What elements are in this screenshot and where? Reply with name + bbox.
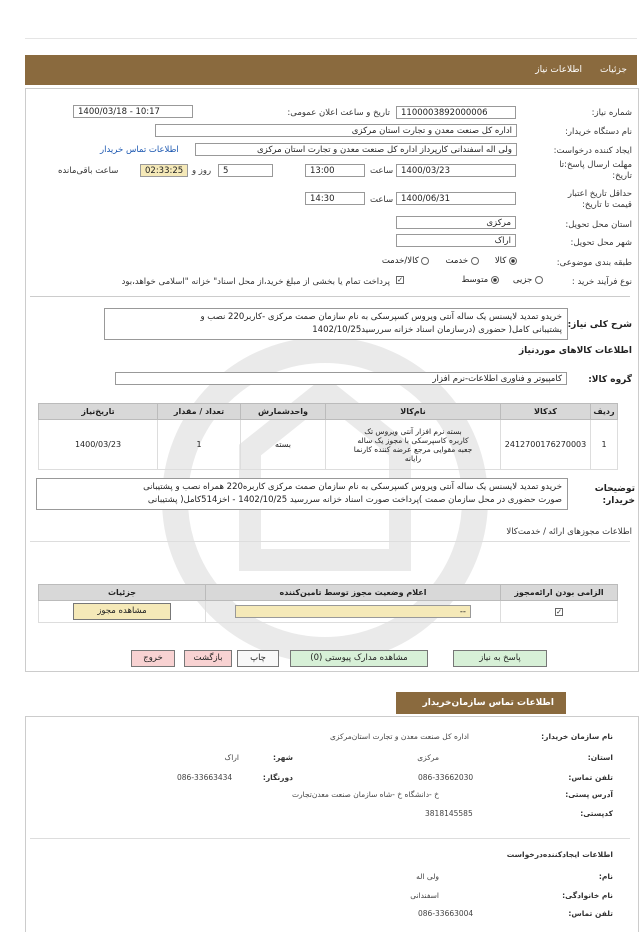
col-permit-details: جزئیات	[39, 585, 206, 601]
days-field: 5	[218, 164, 273, 177]
validity-label-line2: قیمت تا تاریخ:	[581, 200, 632, 210]
permit-required-checkbox[interactable]: ✓	[556, 607, 562, 616]
category-service-option[interactable]: خدمت	[445, 256, 478, 266]
contact-fax-value: 086-33663434	[177, 773, 233, 782]
reply-button[interactable]: پاسخ به نیاز	[453, 650, 547, 667]
contact-header: اطلاعات تماس سازمان‌خریدار	[396, 692, 566, 714]
col-index: ردیف	[591, 404, 618, 420]
permit-details-cell	[39, 601, 206, 623]
section-divider	[30, 296, 630, 297]
city-field: اراک	[396, 234, 516, 247]
buyer-notes-label-line1: توضیحات	[594, 484, 635, 494]
requester-phone-label: تلفن تماس:	[568, 909, 613, 918]
top-divider	[25, 38, 637, 39]
province-label: استان محل تحویل:	[565, 220, 632, 230]
buyer-notes-line-1: خریدو تمدید لایسنس یک ساله آنتی ویروس کسپرسکی به نام سازمان صمت مرکزی کاربره220 همراه نصب و پشتیبانی	[143, 482, 562, 492]
table-row[interactable]	[39, 420, 618, 470]
radio-icon[interactable]	[471, 257, 479, 265]
category-goods-option[interactable]: کالا	[495, 256, 517, 266]
view-permit-button[interactable]: مشاهده مجوز	[73, 603, 171, 620]
contact-postal-value: 3818145585	[425, 809, 473, 818]
radio-icon[interactable]	[535, 276, 543, 284]
summary-line-2: پشتیبانی کامل( حضوری (درسازمان اسناد خزانه سررسید1402/10/25	[312, 325, 562, 335]
row-name-line: کاربره کاسپرسکی با مجوز یک ساله	[357, 435, 469, 445]
contact-org-label: نام سازمان خریدار:	[541, 732, 613, 741]
col-permit-required: الزامی بودن ارائه‌مجوز	[501, 585, 618, 601]
contact-panel	[25, 716, 639, 932]
header-bar	[25, 55, 637, 85]
permits-title: اطلاعات مجوزهای ارائه / خدمت‌کالا	[506, 527, 632, 537]
category-radio-group	[382, 256, 517, 266]
goods-table-header	[39, 404, 618, 420]
row-date: 1400/03/23	[39, 420, 158, 470]
permits-table	[38, 584, 618, 623]
process-label: نوع فرآیند خرید :	[571, 277, 632, 287]
radio-icon[interactable]	[421, 257, 429, 265]
announce-field: 1400/03/18 - 10:17	[73, 105, 193, 118]
tab-details[interactable]: جزئیات	[600, 65, 627, 75]
requester-name-value: ولی اله	[416, 872, 439, 881]
validity-time-label: ساعت	[370, 195, 394, 205]
goods-section-title: اطلاعات کالاهای موردنیاز	[518, 346, 632, 356]
deadline-time-field: 13:00	[305, 164, 365, 177]
row-qty: 1	[158, 420, 241, 470]
category-both-option[interactable]: کالا/خدمت	[382, 256, 430, 266]
validity-date-field: 1400/06/31	[396, 192, 516, 205]
permits-divider	[30, 541, 630, 542]
permits-table-header	[39, 585, 618, 601]
summary-label: شرح کلی نیاز:	[567, 320, 632, 330]
row-name-line: جعبه مقوایی مرجع عرضه کننده کارنما	[353, 444, 473, 454]
need-number-label: شماره نیاز:	[591, 108, 632, 118]
col-qty: تعداد / مقدار	[158, 404, 241, 420]
row-index: 1	[591, 420, 618, 470]
city-label: شهر محل تحویل:	[570, 238, 632, 248]
contact-address-value: خ -دانشگاه خ -شاه سازمان صنعت معدن‌تجارت	[291, 790, 439, 799]
category-label: طبقه بندی موضوعی:	[556, 258, 632, 268]
validity-time-field: 14:30	[305, 192, 365, 205]
validity-label-line1: حداقل تاریخ اعتبار	[567, 189, 632, 199]
deadline-label-line1: مهلت ارسال پاسخ:تا	[559, 160, 632, 170]
remaining-time-field: 02:33:25	[140, 164, 188, 177]
radio-selected-icon[interactable]	[509, 257, 517, 265]
buyer-contact-link[interactable]: اطلاعات تماس خریدار	[100, 145, 179, 155]
requester-name-label: نام:	[598, 872, 613, 881]
province-field: مرکزی	[396, 216, 516, 229]
requester-title: اطلاعات ایجادکننده‌درخواست	[506, 850, 613, 859]
row-name-line: بسته نرم افزار آنتی ویروس تک	[364, 426, 462, 436]
contact-address-label: آدرس پستی:	[565, 790, 613, 799]
row-name-line: رایانه	[404, 453, 422, 463]
tab-need-info[interactable]: اطلاعات نیاز	[535, 65, 583, 75]
requester-divider	[30, 838, 630, 839]
exit-button[interactable]: خروج	[131, 650, 175, 667]
permit-status-field[interactable]: --	[235, 605, 471, 618]
row-code: 2412700176270003	[501, 420, 591, 470]
contact-fax-label: دورنگار:	[262, 773, 293, 782]
permit-status-cell	[206, 601, 501, 623]
buyer-notes-box	[36, 478, 568, 510]
col-code: کدکالا	[501, 404, 591, 420]
contact-phone-label: تلفن تماس:	[568, 773, 613, 782]
goods-group-label: گروه کالا:	[588, 375, 632, 385]
contact-city-value: اراک	[224, 753, 239, 762]
treasury-checkbox[interactable]: ✓	[397, 276, 403, 284]
col-name: نام‌کالا	[326, 404, 501, 420]
back-button[interactable]: بازگشت	[184, 650, 232, 667]
requester-phone-value: 086-33663004	[418, 909, 474, 918]
contact-phone-value: 086-33662030	[418, 773, 474, 782]
process-minor-option[interactable]: جزیی	[513, 275, 543, 285]
summary-line-1: خریدو تمدید لایسنس یک ساله آنتی ویروس کسپرسکی به نام سازمان صمت مرکزی -کاربر220 نصب و	[200, 312, 562, 322]
contact-city-label: شهر:	[273, 753, 293, 762]
deadline-time-label: ساعت	[370, 166, 394, 176]
attachments-button[interactable]: مشاهده مدارک پیوستی (0)	[290, 650, 428, 667]
creator-label: ایجاد کننده درخواست:	[553, 146, 632, 156]
requester-family-value: اسفندانی	[410, 891, 439, 900]
col-unit: واحدشمارش	[241, 404, 326, 420]
days-label: روز و	[192, 166, 212, 176]
goods-table	[38, 403, 618, 470]
buyer-label: نام دستگاه خریدار:	[565, 127, 632, 137]
buyer-notes-label-line2: خریدار:	[602, 496, 635, 506]
requester-family-label: نام خانوادگی:	[562, 891, 613, 900]
deadline-date-field: 1400/03/23	[396, 164, 516, 177]
radio-selected-icon[interactable]	[491, 276, 499, 284]
process-radio-group	[461, 275, 543, 285]
announce-label: تاریخ و ساعت اعلان عمومی:	[287, 108, 390, 118]
permit-required-cell	[501, 601, 618, 623]
contact-province-value: مرکزی	[417, 753, 439, 762]
contact-org-value: اداره کل صنعت معدن و تجارت استان‌مرکزی	[330, 732, 469, 741]
table-row	[39, 601, 618, 623]
creator-field: ولی اله اسفندانی کارپرداز اداره کل صنعت معدن و تجارت استان مرکزی	[195, 143, 517, 156]
contact-province-label: استان:	[587, 753, 613, 762]
buyer-notes-line-2: صورت حضوری در محل سازمان صمت )پرداخت صورت اسناد خزانه سررسید 1402/10/25 - اخز514کامل( پشتیبانی	[147, 495, 562, 505]
process-medium-option[interactable]: متوسط	[461, 275, 498, 285]
need-number-field: 1100003892000006	[396, 106, 516, 119]
col-permit-status: اعلام وضعیت مجوز توسط تامین‌کننده	[206, 585, 501, 601]
row-name	[326, 420, 501, 470]
treasury-note: پرداخت تمام یا بخشی از مبلغ خرید،از محل اسناد" خزانه "اسلامی خواهد،بود	[121, 277, 390, 287]
goods-group-field: کامپیوتر و فناوری اطلاعات-نرم افزار	[115, 372, 567, 385]
print-button[interactable]: چاپ	[237, 650, 279, 667]
col-date: تاریخ‌نیاز	[39, 404, 158, 420]
remaining-label: ساعت باقی‌مانده	[58, 166, 119, 176]
contact-postal-label: کدپستی:	[580, 809, 613, 818]
row-unit: بسته	[241, 420, 326, 470]
buyer-field: اداره کل صنعت معدن و تجارت استان مرکزی	[155, 124, 517, 137]
deadline-label-line2: تاریخ:	[612, 171, 632, 181]
summary-box	[104, 308, 568, 340]
